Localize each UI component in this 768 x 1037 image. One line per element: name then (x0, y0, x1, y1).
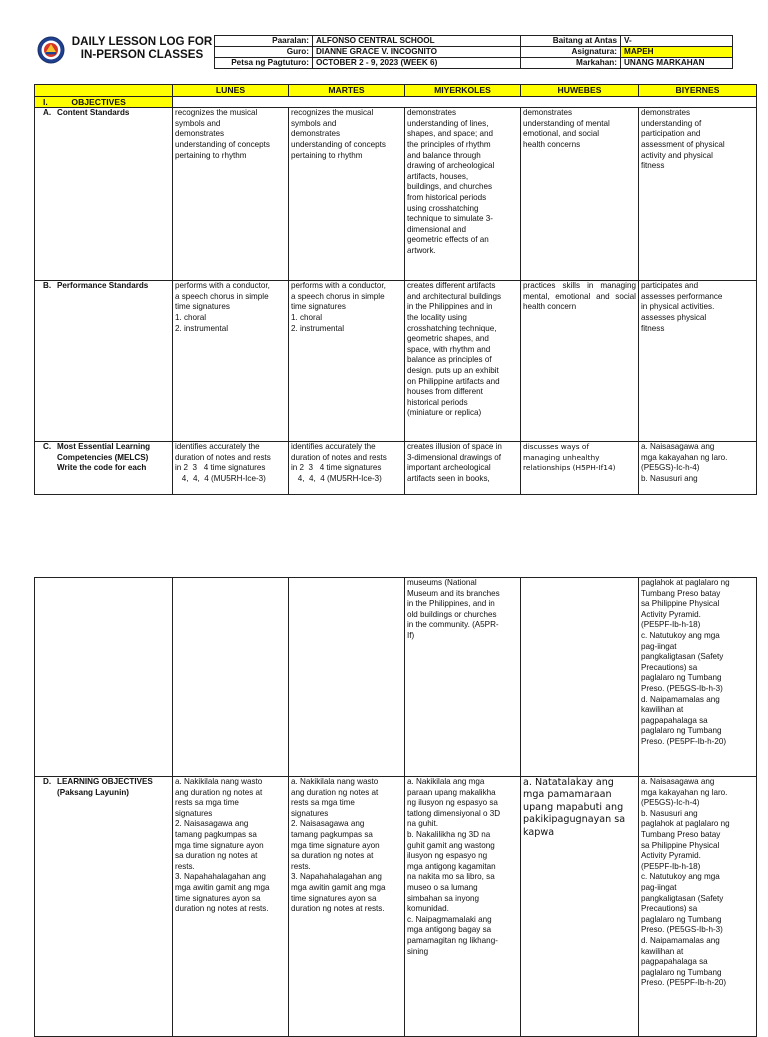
lesson-log-table-page1 (34, 84, 757, 495)
markahan-value: UNANG MARKAHAN (621, 58, 733, 69)
performance-standards-martes: performs with a conductor, a speech chorus in simple time signatures 1. choral 2. instrumental (289, 281, 405, 442)
melcs-cont-lunes (173, 578, 289, 777)
baitang-value: V- (621, 36, 733, 47)
melcs-martes: identifies accurately the duration of notes and rests in 2 3 4 time signatures 4, 4, 4 (MU5RH-Ice-3) (289, 442, 405, 495)
melcs-cont-huwebes (521, 578, 639, 777)
objectives-number: I. (43, 96, 48, 107)
melcs-continued-row (35, 578, 757, 777)
learning-objectives-miyerkoles: a. Nakikilala ang mga paraan upang makalikha ng ilusyon ng espasyo sa tatlong dimensiyonal o 3D na guhit. b. Nakalilikha ng 3D na guhit gamit ang wastong ilusyon ng espasyo ng mga antigong kagamitan na nakita mo sa libro, sa museo o sa lumang simbahan sa inyong komunidad. c. Naipagmamalaki ang mga antigong bagay sa pamamagitan ng likhang- sining (405, 777, 521, 1037)
guro-value: DIANNE GRACE V. INCOGNITO (313, 47, 521, 58)
melcs-miyerkoles: creates illusion of space in 3-dimensional drawings of important archeological artifacts seen in books, (405, 442, 521, 495)
learning-objectives-label: LEARNING OBJECTIVES (Paksang Layunin) (57, 777, 153, 797)
lesson-log-table-page2 (34, 577, 757, 1037)
learning-objectives-huwebes: a. Natatalakay ang mga pamamaraan upang mapabuti ang pakikipagugnayan sa kapwa (521, 777, 639, 1037)
header-info-table (214, 35, 733, 69)
melcs-cont-biyernes: paglahok at paglalaro ng Tumbang Preso batay sa Philippine Physical Activity Pyramid. (PE5PF-Ib-h-18) c. Natutukoy ang mga pag-iingat pangkaligtasan (Safety Precautions) sa paglalaro ng Tumbang Preso. (PE5GS-Ib-h-3) d. Naipamamalas ang kawilihan at pagpapahalaga sa paglalaro ng Tumbang Preso. (PE5PF-Ib-h-20) (639, 578, 757, 777)
melcs-row (35, 442, 757, 495)
day-martes: MARTES (289, 85, 405, 97)
content-standards-miyerkoles: demonstrates understanding of lines, shapes, and space; and the principles of rhythm and balance through drawing of archeological artifacts, houses, buildings, and churches from historical periods using crosshatching technique to simulate 3- dimensional and geometric effects of an artwork. (405, 108, 521, 281)
melcs-huwebes: discusses ways of managing unhealthy relationships (H5PH-If14) (521, 442, 639, 495)
day-biyernes: BIYERNES (639, 85, 757, 97)
content-standards-biyernes: demonstrates understanding of participation and assessment of physical activity and physical fitness (639, 108, 757, 281)
melcs-continued-heading (35, 578, 173, 777)
title-line-2: IN-PERSON CLASSES (80, 48, 204, 61)
paaralan-label: Paaralan: (215, 36, 313, 47)
performance-standards-huwebes: practices skills in managing mental, emotional and social health concern (521, 281, 639, 442)
melcs-label: Most Essential Learning Competencies (MELCS) Write the code for each (57, 442, 151, 473)
objectives-heading (35, 96, 173, 108)
performance-standards-row (35, 281, 757, 442)
content-standards-number: A. (43, 108, 52, 118)
title-line-1: DAILY LESSON LOG FOR (71, 35, 213, 48)
objectives-label: OBJECTIVES (71, 96, 126, 107)
content-standards-row (35, 108, 757, 281)
day-header-row (35, 85, 757, 97)
paaralan-value: ALFONSO CENTRAL SCHOOL (313, 36, 521, 47)
learning-objectives-lunes: a. Nakikilala nang wasto ang duration ng notes at rests sa mga time signatures 2. Naisasagawa ang tamang pagkumpas sa mga time signature ayon sa duration ng notes at rests. 3. Napahahalagahan ang mga awitin gamit ang mga time signatures ayon sa duration ng notes at rests. (173, 777, 289, 1037)
content-standards-martes: recognizes the musical symbols and demonstrates understanding of concepts pertaining to rhythm (289, 108, 405, 281)
objectives-spacer (173, 96, 757, 108)
petsa-value: OCTOBER 2 - 9, 2023 (WEEK 6) (313, 58, 521, 69)
objectives-header-row (35, 96, 757, 108)
learning-objectives-row (35, 777, 757, 1037)
melcs-biyernes: a. Naisasagawa ang mga kakayahan ng laro. (PE5GS)-Ic-h-4) b. Nasusuri ang (639, 442, 757, 495)
baitang-label: Baitang at Antas (521, 36, 621, 47)
melcs-cont-martes (289, 578, 405, 777)
day-huwebes: HUWEBES (521, 85, 639, 97)
melcs-lunes: identifies accurately the duration of notes and rests in 2 3 4 time signatures 4, 4, 4 (MU5RH-Ice-3) (173, 442, 289, 495)
content-standards-huwebes: demonstrates understanding of mental emotional, and social health concerns (521, 108, 639, 281)
performance-standards-biyernes: participates and assesses performance in physical activities. assesses physical fitness (639, 281, 757, 442)
melcs-cont-miyerkoles: museums (National Museum and its branches in the Philippines, and in old buildings or churches in the community. (A5PR- If) (405, 578, 521, 777)
document-title (70, 35, 214, 61)
learning-objectives-number: D. (43, 777, 52, 786)
melcs-number: C. (43, 442, 52, 452)
performance-standards-number: B. (43, 281, 52, 291)
content-standards-label: Content Standards (57, 108, 130, 118)
day-miyerkoles: MIYERKOLES (405, 85, 521, 97)
performance-standards-lunes: performs with a conductor, a speech chorus in simple time signatures 1. choral 2. instrumental (173, 281, 289, 442)
day-header-blank (35, 85, 173, 97)
content-standards-heading (35, 108, 173, 281)
day-lunes: LUNES (173, 85, 289, 97)
learning-objectives-heading (35, 777, 173, 1037)
deped-seal-logo (37, 36, 65, 64)
guro-label: Guro: (215, 47, 313, 58)
petsa-label: Petsa ng Pagtuturo: (215, 58, 313, 69)
learning-objectives-biyernes: a. Naisasagawa ang mga kakayahan ng laro. (PE5GS)-Ic-h-4) b. Nasusuri ang paglahok at paglalaro ng Tumbang Preso batay sa Philippine Physical Activity Pyramid. (PE5PF-Ib-h-18) c. Natutukoy ang mga pag-iingat pangkaligtasan (Safety Precautions) sa paglalaro ng Tumbang Preso. (PE5GS-Ib-h-3) d. Naipamamalas ang kawilihan at pagpapahalaga sa paglalaro ng Tumbang Preso. (PE5PF-Ib-h-20) (639, 777, 757, 1037)
content-standards-lunes: recognizes the musical symbols and demonstrates understanding of concepts pertaining to rhythm (173, 108, 289, 281)
performance-standards-miyerkoles: creates different artifacts and architectural buildings in the Philippines and in the locality using crosshatching technique, geometric shapes, and space, with rhythm and balance as principles of design. puts up an exhibit on Philippine artifacts and houses from different historical periods (miniature or replica) (405, 281, 521, 442)
asignatura-label: Asignatura: (521, 47, 621, 58)
performance-standards-heading (35, 281, 173, 442)
markahan-label: Markahan: (521, 58, 621, 69)
performance-standards-label: Performance Standards (57, 281, 149, 291)
melcs-heading (35, 442, 173, 495)
asignatura-value: MAPEH (621, 47, 733, 58)
learning-objectives-martes: a. Nakikilala nang wasto ang duration ng notes at rests sa mga time signatures 2. Naisasagawa ang tamang pagkumpas sa mga time signature ayon sa duration ng notes at rests. 3. Napahahalagahan ang mga awitin gamit ang mga time signatures ayon sa duration ng notes at rests. (289, 777, 405, 1037)
